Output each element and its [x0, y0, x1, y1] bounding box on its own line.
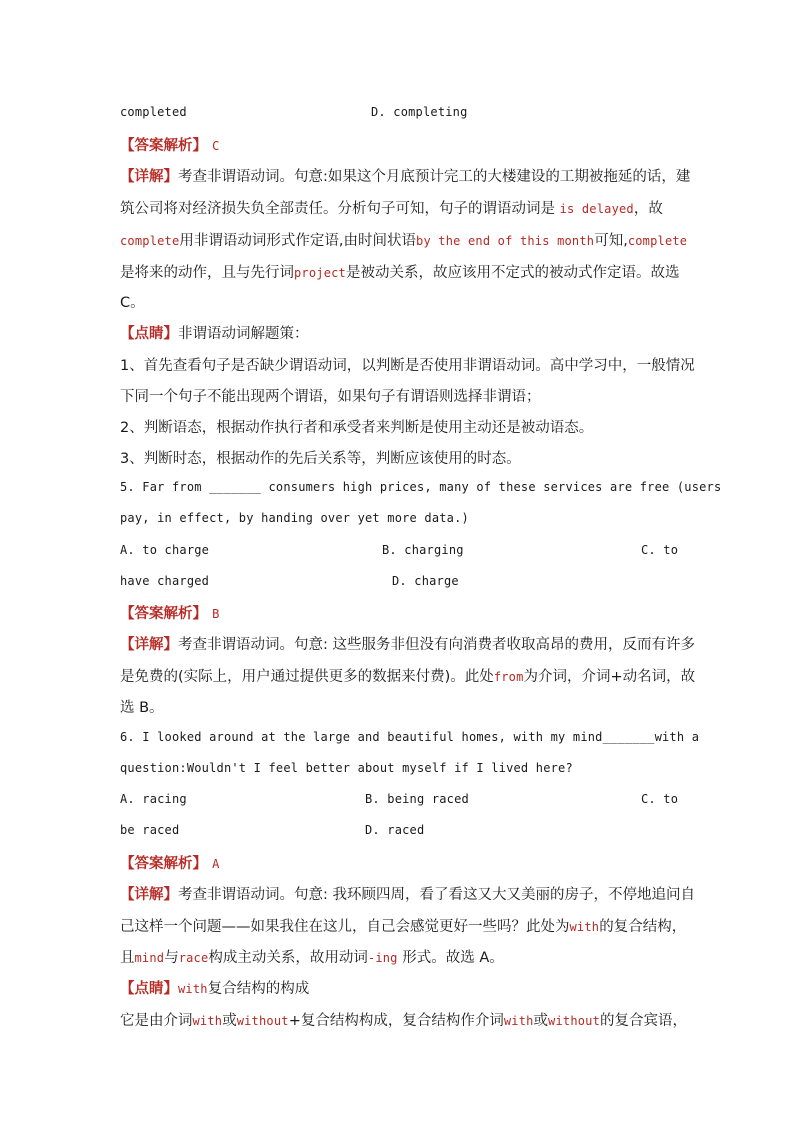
detail-tag: 【详解】 [120, 637, 178, 653]
question-6-stem-1: 6. I looked around at the large and beautiful homes, with my mind_______with a [120, 730, 700, 744]
answer-tag: 【答案解析】 [120, 856, 207, 872]
detail-line-1: 【详解】考查非谓语动词。句意:如果这个月底预计完工的大楼建设的工期被拖延的话，建 [120, 169, 691, 185]
detail-line-2: 己这样一个问题——如果我住在这儿，自己会感觉更好一些吗？此处为with的复合结构， [120, 919, 687, 935]
tip-heading: 【点睛】with复合结构的构成 [120, 981, 310, 997]
option-c-continued: have charged [120, 574, 210, 588]
question-5-stem-1: 5. Far from _______ consumers high prices, many of these services are free (users [120, 480, 722, 494]
detail-line-5: C。 [120, 295, 145, 311]
tip-body-line: 它是由介词with或without+复合结构构成，复合结构作介词with或without的复合宾语， [120, 1013, 688, 1029]
detail-line-4: 是将来的动作，且与先行词project是被动关系，故应该用不定式的被动式作定语。故选 [120, 265, 680, 281]
option-d: D. raced [365, 823, 425, 837]
detail-tag: 【详解】 [120, 887, 178, 903]
question-5-stem-2: pay, in effect, by handing over yet more data.) [120, 511, 469, 525]
detail-line-2: 是免费的(实际上，用户通过提供更多的数据来付费)。此处from为介词，介词+动名词，故 [120, 669, 696, 685]
option-b: B. being raced [365, 792, 469, 806]
answer-value: A [212, 857, 220, 871]
tip-item-1a: 1、首先查看句子是否缺少谓语动词，以判断是否使用非谓语动词。高中学习中，一般情况 [120, 358, 695, 374]
answer-line [120, 852, 676, 873]
tip-heading: 【点睛】非谓语动词解题策： [120, 326, 309, 342]
tip-item-2: 2、判断语态，根据动作执行者和承受者来判断是使用主动还是被动语态。 [120, 420, 594, 436]
tip-tag: 【点睛】 [120, 981, 178, 997]
option-d: D. completing [371, 105, 468, 119]
detail-line-3: 选 B。 [120, 700, 164, 716]
option-c-continued: completed [120, 105, 187, 119]
option-b: B. charging [382, 543, 464, 557]
option-c: C. to [641, 543, 679, 557]
answer-value: C [212, 139, 220, 153]
tip-item-3: 3、判断时态，根据动作的先后关系等，判断应该使用的时态。 [120, 451, 521, 467]
answer-tag: 【答案解析】 [120, 606, 207, 622]
option-c: C. to [641, 792, 679, 806]
detail-line-1: 【详解】考查非谓语动词。句意: 我环顾四周，看了看这又大又美丽的房子，不停地追问自 [120, 887, 695, 903]
detail-line-1: 【详解】考查非谓语动词。句意: 这些服务非但没有向消费者收取高昂的费用，反而有许多 [120, 637, 695, 653]
tip-tag: 【点睛】 [120, 326, 178, 342]
answer-line [120, 602, 676, 623]
option-a: A. racing [120, 792, 187, 806]
detail-line-3: complete用非谓语动词形式作定语,由时间状语by the end of this month可知,complete [120, 233, 688, 249]
option-a: A. to charge [120, 543, 210, 557]
detail-line-3: 且mind与race构成主动关系，故用动词-ing 形式。故选 A。 [120, 950, 504, 966]
detail-tag: 【详解】 [120, 169, 178, 185]
option-c-continued: be raced [120, 823, 180, 837]
answer-value: B [212, 607, 220, 621]
detail-line-2: 筑公司将对经济损失负全部责任。分析句子可知，句子的谓语动词是 is delayed，故 [120, 201, 663, 217]
answer-line [120, 134, 676, 155]
question-6-stem-2: question:Wouldn't I feel better about myself if I lived here? [120, 761, 573, 775]
answer-tag: 【答案解析】 [120, 138, 207, 154]
tip-item-1b: 下同一个句子不能出现两个谓语，如果句子有谓语则选择非谓语； [120, 389, 541, 405]
option-d: D. charge [392, 574, 459, 588]
